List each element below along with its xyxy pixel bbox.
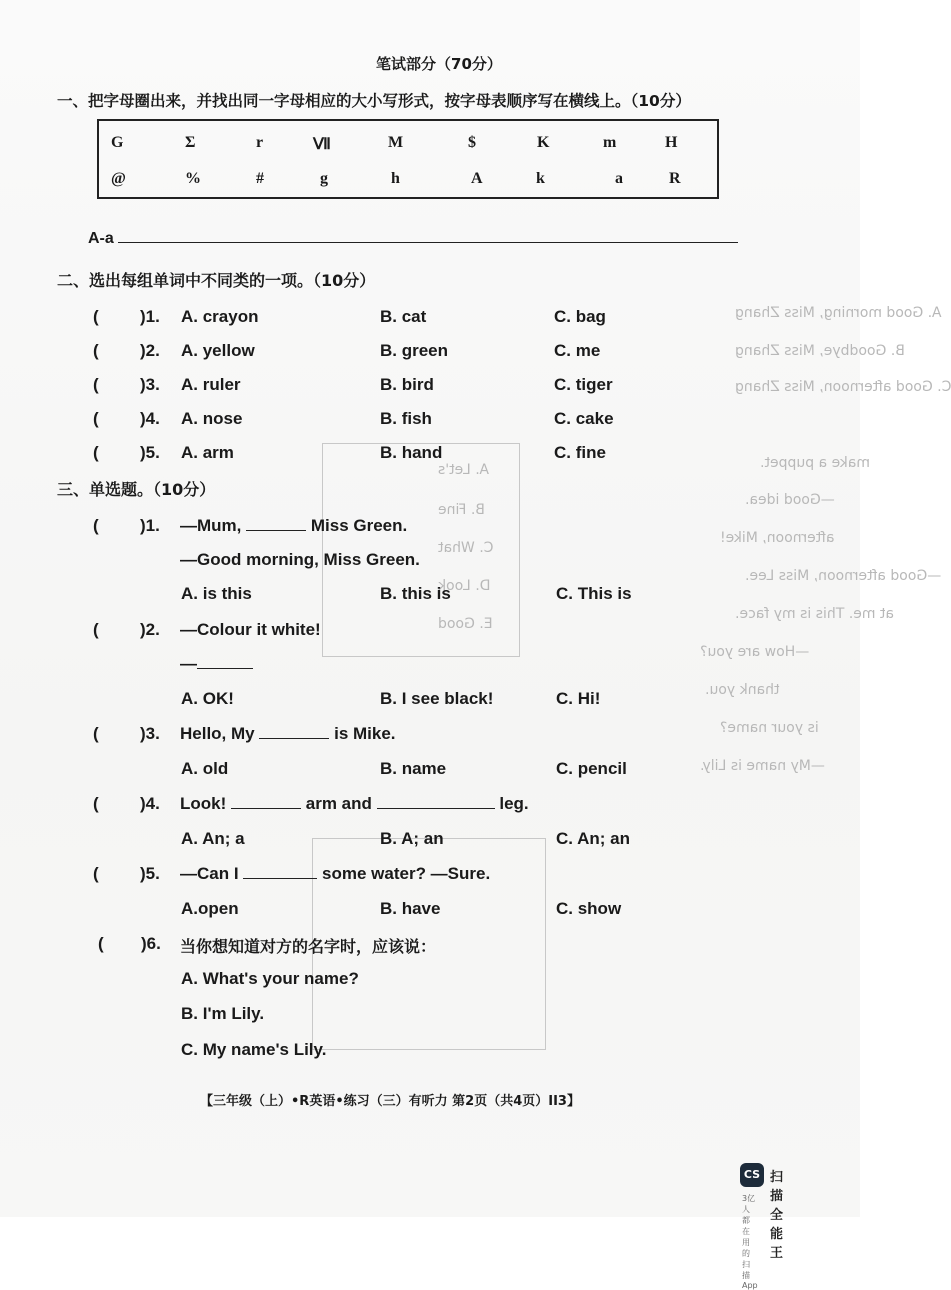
paren: (: [93, 307, 99, 326]
watermark-name: 扫描全能王: [770, 1170, 784, 1261]
option-b[interactable]: B. cat: [380, 307, 427, 326]
option-c[interactable]: C. This is: [556, 584, 632, 603]
question-3-text: [180, 724, 396, 744]
page-footer: 【三年级（上）•R英语•练习（三）有听力 第2页（共4页）II3】: [200, 1094, 580, 1109]
item-number: )4.: [140, 409, 160, 428]
paren: (: [98, 934, 104, 953]
option-a[interactable]: A. nose: [181, 409, 243, 428]
bleed-through-fill: at me. This is my face.: [735, 606, 895, 622]
option-a[interactable]: A. crayon: [181, 307, 259, 326]
bleed-through-fill: thank you.: [705, 682, 780, 698]
question-6-text: 当你想知道对方的名字时，应该说：: [180, 937, 437, 956]
question-text-part: —Mum,: [180, 516, 242, 535]
exam-section-title: 笔试部分（70分）: [376, 55, 502, 73]
question-text-part: Miss Green.: [310, 516, 408, 535]
paren: (: [93, 864, 99, 883]
bleed-through-fill: —How are you?: [700, 644, 810, 660]
question-1-text: [180, 516, 407, 536]
question-number: )3.: [140, 724, 160, 743]
section-3-heading: 三、单选题。（10分）: [57, 480, 216, 499]
bleed-through-fill: —Good afternoon, Miss Lee.: [745, 568, 942, 584]
letter-r2-3[interactable]: #: [256, 170, 264, 187]
letter-r2-2[interactable]: %: [185, 170, 201, 187]
option-c[interactable]: C. An; an: [556, 829, 630, 848]
bleed-through-fill: —Good idea.: [745, 492, 835, 508]
option-c[interactable]: C. fine: [554, 443, 606, 462]
answer-blank[interactable]: [243, 877, 317, 879]
letter-r1-2[interactable]: Σ: [185, 134, 196, 151]
option-a[interactable]: A. is this: [181, 584, 252, 603]
letter-r2-5[interactable]: h: [391, 170, 400, 187]
option-c[interactable]: C. My name's Lily.: [181, 1040, 327, 1059]
paren: (: [93, 620, 99, 639]
question-number: )2.: [140, 620, 160, 639]
option-b[interactable]: B. have: [380, 899, 441, 918]
answer-prefix: A-a: [88, 230, 114, 247]
letter-box: [97, 119, 719, 199]
option-a[interactable]: A. yellow: [181, 341, 255, 360]
option-c[interactable]: C. tiger: [554, 375, 613, 394]
option-b[interactable]: B. A; an: [380, 829, 444, 848]
option-c[interactable]: C. cake: [554, 409, 614, 428]
paren: (: [93, 443, 99, 462]
bleed-through-line: C. Good afternoon, Miss Zhang: [735, 379, 951, 395]
letter-r1-9[interactable]: H: [665, 134, 678, 151]
option-c[interactable]: C. pencil: [556, 759, 627, 778]
question-4-text: [180, 794, 529, 814]
answer-line[interactable]: [118, 242, 738, 243]
option-b[interactable]: B. fish: [380, 409, 432, 428]
question-1-reply: —Good morning, Miss Green.: [180, 550, 420, 569]
paren: (: [93, 794, 99, 813]
question-text-part: leg.: [499, 794, 529, 813]
question-5-text: [180, 864, 490, 884]
letter-r1-7[interactable]: K: [537, 134, 550, 151]
option-b[interactable]: B. I'm Lily.: [181, 1004, 265, 1023]
letter-r1-3[interactable]: r: [256, 134, 264, 151]
letter-r2-8[interactable]: a: [615, 170, 623, 187]
question-text-part: is Mike.: [334, 724, 396, 743]
answer-blank[interactable]: [377, 807, 495, 809]
option-a[interactable]: A. What's your name?: [181, 969, 359, 988]
bleed-through-line: A. Good morning, Miss Zhang: [735, 305, 942, 321]
option-b[interactable]: B. hand: [380, 443, 443, 462]
bleed-through-word: A. Let's: [438, 462, 490, 478]
bleed-through-fill: —My name is Lily.: [700, 758, 825, 774]
paren: (: [93, 375, 99, 394]
option-b[interactable]: B. green: [380, 341, 449, 360]
bleed-through-fill: make a puppet.: [760, 455, 871, 471]
question-number: )4.: [140, 794, 160, 813]
question-2-reply: [180, 654, 253, 674]
letter-r1-6[interactable]: $: [468, 134, 476, 151]
letter-r1-4[interactable]: Ⅶ: [313, 136, 331, 153]
question-text-part: Look!: [180, 794, 227, 813]
option-b[interactable]: B. this is: [380, 584, 451, 603]
paren: (: [93, 341, 99, 360]
letter-r2-4[interactable]: g: [320, 170, 328, 187]
question-number: )5.: [140, 864, 160, 883]
section-2-heading: 二、选出每组单词中不同类的一项。（10分）: [57, 271, 376, 290]
item-number: )5.: [140, 443, 160, 462]
bleed-through-fill: is your name?: [720, 720, 819, 736]
option-a[interactable]: A. OK!: [181, 689, 234, 708]
bleed-through-word: E. Good: [438, 616, 493, 632]
option-b[interactable]: B. bird: [380, 375, 434, 394]
option-c[interactable]: C. show: [556, 899, 622, 918]
question-number: )6.: [141, 934, 161, 953]
bleed-through-word: D. Look: [438, 578, 491, 594]
option-b[interactable]: B. name: [380, 759, 447, 778]
bleed-through-word: C. What: [438, 540, 494, 556]
answer-blank[interactable]: [246, 529, 306, 531]
letter-r2-1[interactable]: @: [111, 170, 126, 187]
bleed-through-fill: afternoon, Mike!: [720, 530, 835, 546]
option-b[interactable]: B. I see black!: [380, 689, 494, 708]
letter-r1-5[interactable]: M: [388, 134, 404, 151]
question-text-part: arm and: [305, 794, 372, 813]
dash: —: [180, 654, 197, 673]
answer-blank[interactable]: [259, 737, 329, 739]
item-number: )3.: [140, 375, 160, 394]
camscanner-logo-icon: CS: [740, 1163, 764, 1187]
option-a[interactable]: A. An; a: [181, 829, 245, 848]
letter-r1-8[interactable]: m: [603, 134, 617, 151]
option-c[interactable]: C. Hi!: [556, 689, 601, 708]
paren: (: [93, 409, 99, 428]
option-c[interactable]: C. bag: [554, 307, 606, 326]
watermark-subtitle: 3亿人都在用的扫描App: [742, 1194, 758, 1290]
section-1-heading: 一、把字母圈出来，并找出同一字母相应的大小写形式，按字母表顺序写在横线上。（10分）: [57, 92, 691, 110]
option-a[interactable]: A. ruler: [181, 375, 241, 394]
paren: (: [93, 724, 99, 743]
item-number: )1.: [140, 307, 160, 326]
letter-r2-9[interactable]: R: [669, 170, 681, 187]
option-a[interactable]: A.open: [181, 899, 239, 918]
letter-r1-1[interactable]: G: [111, 134, 124, 151]
paren: (: [93, 516, 99, 535]
bleed-through-line: B. Goodbye, Miss Zhang: [735, 343, 905, 359]
letter-r2-7[interactable]: k: [536, 170, 545, 187]
option-c[interactable]: C. me: [554, 341, 601, 360]
option-a[interactable]: A. arm: [181, 443, 234, 462]
answer-blank[interactable]: [231, 807, 301, 809]
bleed-through-word: B. Fine: [438, 502, 485, 518]
question-text-part: —Can I: [180, 864, 239, 883]
question-text-part: Hello, My: [180, 724, 255, 743]
answer-blank[interactable]: [197, 667, 253, 669]
question-number: )1.: [140, 516, 160, 535]
letter-r2-6[interactable]: A: [471, 170, 483, 187]
question-text-part: some water? —Sure.: [322, 864, 491, 883]
question-2-text: —Colour it white!: [180, 620, 321, 639]
option-a[interactable]: A. old: [181, 759, 229, 778]
item-number: )2.: [140, 341, 160, 360]
